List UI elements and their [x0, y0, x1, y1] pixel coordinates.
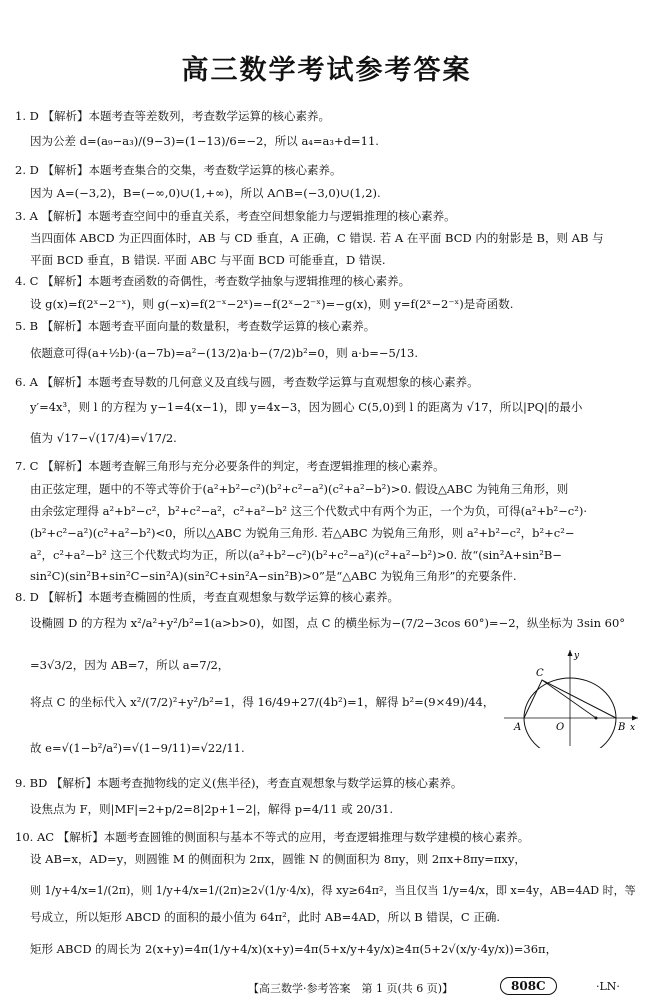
label-y: y	[574, 651, 580, 661]
q8-line-3: 将点 C 的坐标代入 x²/(7/2)²+y²/b²=1，得 16/49+27/(4b²)=1，解得 b²=(9×49)/44，	[30, 695, 495, 709]
q3-heading: 3. A 【解析】本题考查空间中的垂直关系，考查空间想象能力与逻辑推理的核心素养。	[15, 209, 456, 223]
q4-heading: 4. C 【解析】本题考查函数的奇偶性，考查数学抽象与逻辑推理的核心素养。	[15, 274, 411, 288]
label-a: A	[514, 722, 522, 733]
q10-line-4: 矩形 ABCD 的周长为 2(x+y)=4π(1/y+4/x)(x+y)=4π(5+x/y+4y/x)≥4π(5+2√(x/y·4y/x))=36π，	[30, 942, 558, 956]
region-code: ·LN·	[596, 980, 620, 993]
q7-line-4: a²，c²+a²−b² 这三个代数式均为正，所以(a²+b²−c²)(b²+c²−a²)(c²+a²−b²)>0. 故“(sin²A+sin²B−	[30, 548, 562, 562]
q4-line-1: 设 g(x)=f(2ˣ−2⁻ˣ)，则 g(−x)=f(2⁻ˣ−2ˣ)=−f(2ˣ−2⁻ˣ)=−g(x)，则 y=f(2ˣ−2⁻ˣ)是奇函数.	[30, 297, 514, 311]
q8-line-4: 故 e=√(1−b²/a²)=√(1−9/11)=√22/11.	[30, 741, 245, 755]
q8-heading: 8. D 【解析】本题考查椭圆的性质，考查直观想象与数学运算的核心素养。	[15, 590, 399, 604]
document-title: 高三数学考试参考答案	[181, 55, 472, 86]
page-footer	[0, 976, 653, 998]
q6-line-2: 值为 √17−√(17/4)=√17/2.	[30, 431, 177, 445]
x-axis-arrow	[632, 716, 638, 721]
q3-line-2: 平面 BCD 垂直，B 错误. 平面 ABC 与平面 BCD 可能垂直，D 错误.	[30, 253, 386, 267]
exam-code-badge: 808C	[500, 977, 557, 995]
q10-line-2: 则 1/y+4/x=1/(2π)，则 1/y+4/x=1/(2π)≥2√(1/y·4/x)，得 xy≥64π²，当且仅当 1/y=4/x，即 x=4y，AB=4AD 时，等	[30, 884, 636, 897]
q9-heading: 9. BD 【解析】本题考查抛物线的定义(焦半径)，考查直观想象与数学运算的核心素养。	[15, 776, 463, 790]
q5-line-1: 依题意可得(a+½b)·(a−7b)=a²−(13/2)a·b−(7/2)b²=0，则 a·b=−5/13.	[30, 346, 419, 360]
q9-line-1: 设焦点为 F，则|MF|=2+p/2=8|2p+1−2|，解得 p=4/11 或 20/31.	[30, 802, 394, 816]
footer-text: 【高三数学·参考答案 第 1 页(共 6 页)】	[248, 982, 454, 995]
q3-line-1: 当四面体 ABCD 为正四面体时，AB 与 CD 垂直，A 正确，C 错误. 若 A 在平面 BCD 内的射影是 B，则 AB 与	[30, 231, 604, 245]
q8-line-1: 设椭圆 D 的方程为 x²/a²+y²/b²=1(a>b>0)，如图，点 C 的横坐标为−(7/2−3cos 60°)=−2，纵坐标为 3sin 60°	[30, 616, 626, 630]
label-x: x	[630, 723, 636, 733]
q7-line-5: sin²C)(sin²B+sin²C−sin²A)(sin²C+sin²A−sin²B)>0”是“△ABC 为锐角三角形”的充要条件.	[30, 569, 517, 583]
q7-heading: 7. C 【解析】本题考查解三角形与充分必要条件的判定，考查逻辑推理的核心素养。	[15, 459, 445, 473]
q6-heading: 6. A 【解析】本题考查导数的几何意义及直线与圆，考查数学运算与直观想象的核心素养。	[15, 375, 479, 389]
q2-line-1: 因为 A=(−3,2)，B=(−∞,0)∪(1,+∞)，所以 A∩B=(−3,0)∪(1,2).	[30, 186, 381, 200]
ellipse-figure	[500, 648, 640, 748]
q10-line-1: 设 AB=x，AD=y，则圆锥 M 的侧面积为 2πx，圆锥 N 的侧面积为 8πy，则 2πx+8πy=πxy，	[30, 852, 526, 866]
q6-line-1: y′=4x³，则 l 的方程为 y−1=4(x−1)，即 y=4x−3，因为圆心 C(5,0)到 l 的距离为 √17，所以|PQ|的最小	[30, 400, 583, 414]
q7-line-1: 由正弦定理，题中的不等式等价于(a²+b²−c²)(b²+c²−a²)(c²+a²−b²)>0. 假设△ABC 为钝角三角形，则	[30, 482, 569, 496]
segment-c-focus	[542, 680, 596, 718]
q1-line-1: 因为公差 d=(a₉−a₃)/(9−3)=(1−13)/6=−2，所以 a₄=a₃+d=11.	[30, 134, 379, 148]
q5-heading: 5. B 【解析】本题考查平面向量的数量积，考查数学运算的核心素养。	[15, 319, 376, 333]
q1-heading: 1. D 【解析】本题考查等差数列，考查数学运算的核心素养。	[15, 109, 331, 123]
q7-line-3: (b²+c²−a²)(c²+a²−b²)<0，所以△ABC 为锐角三角形. 若△ABC 为锐角三角形，则 a²+b²−c²，b²+c²−	[30, 526, 575, 540]
q10-line-3: 号成立，所以矩形 ABCD 的面积的最小值为 64π²，此时 AB=4AD，所以 B 错误，C 正确.	[30, 910, 501, 924]
q7-line-2: 由余弦定理得 a²+b²−c²，b²+c²−a²，c²+a²−b² 这三个代数式中有两个为正，一个为负，可得(a²+b²−c²)·	[30, 504, 587, 518]
q10-heading: 10. AC 【解析】本题考查圆锥的侧面积与基本不等式的应用，考查逻辑推理与数学建模的核心素养。	[15, 830, 530, 844]
q2-heading: 2. D 【解析】本题考查集合的交集，考查数学运算的核心素养。	[15, 163, 342, 177]
label-b: B	[618, 722, 626, 733]
label-c: C	[536, 668, 544, 679]
label-o: O	[556, 722, 565, 733]
q8-line-2: =3√3/2，因为 AB=7，所以 a=7/2，	[30, 658, 230, 672]
y-axis-arrow	[568, 650, 573, 656]
